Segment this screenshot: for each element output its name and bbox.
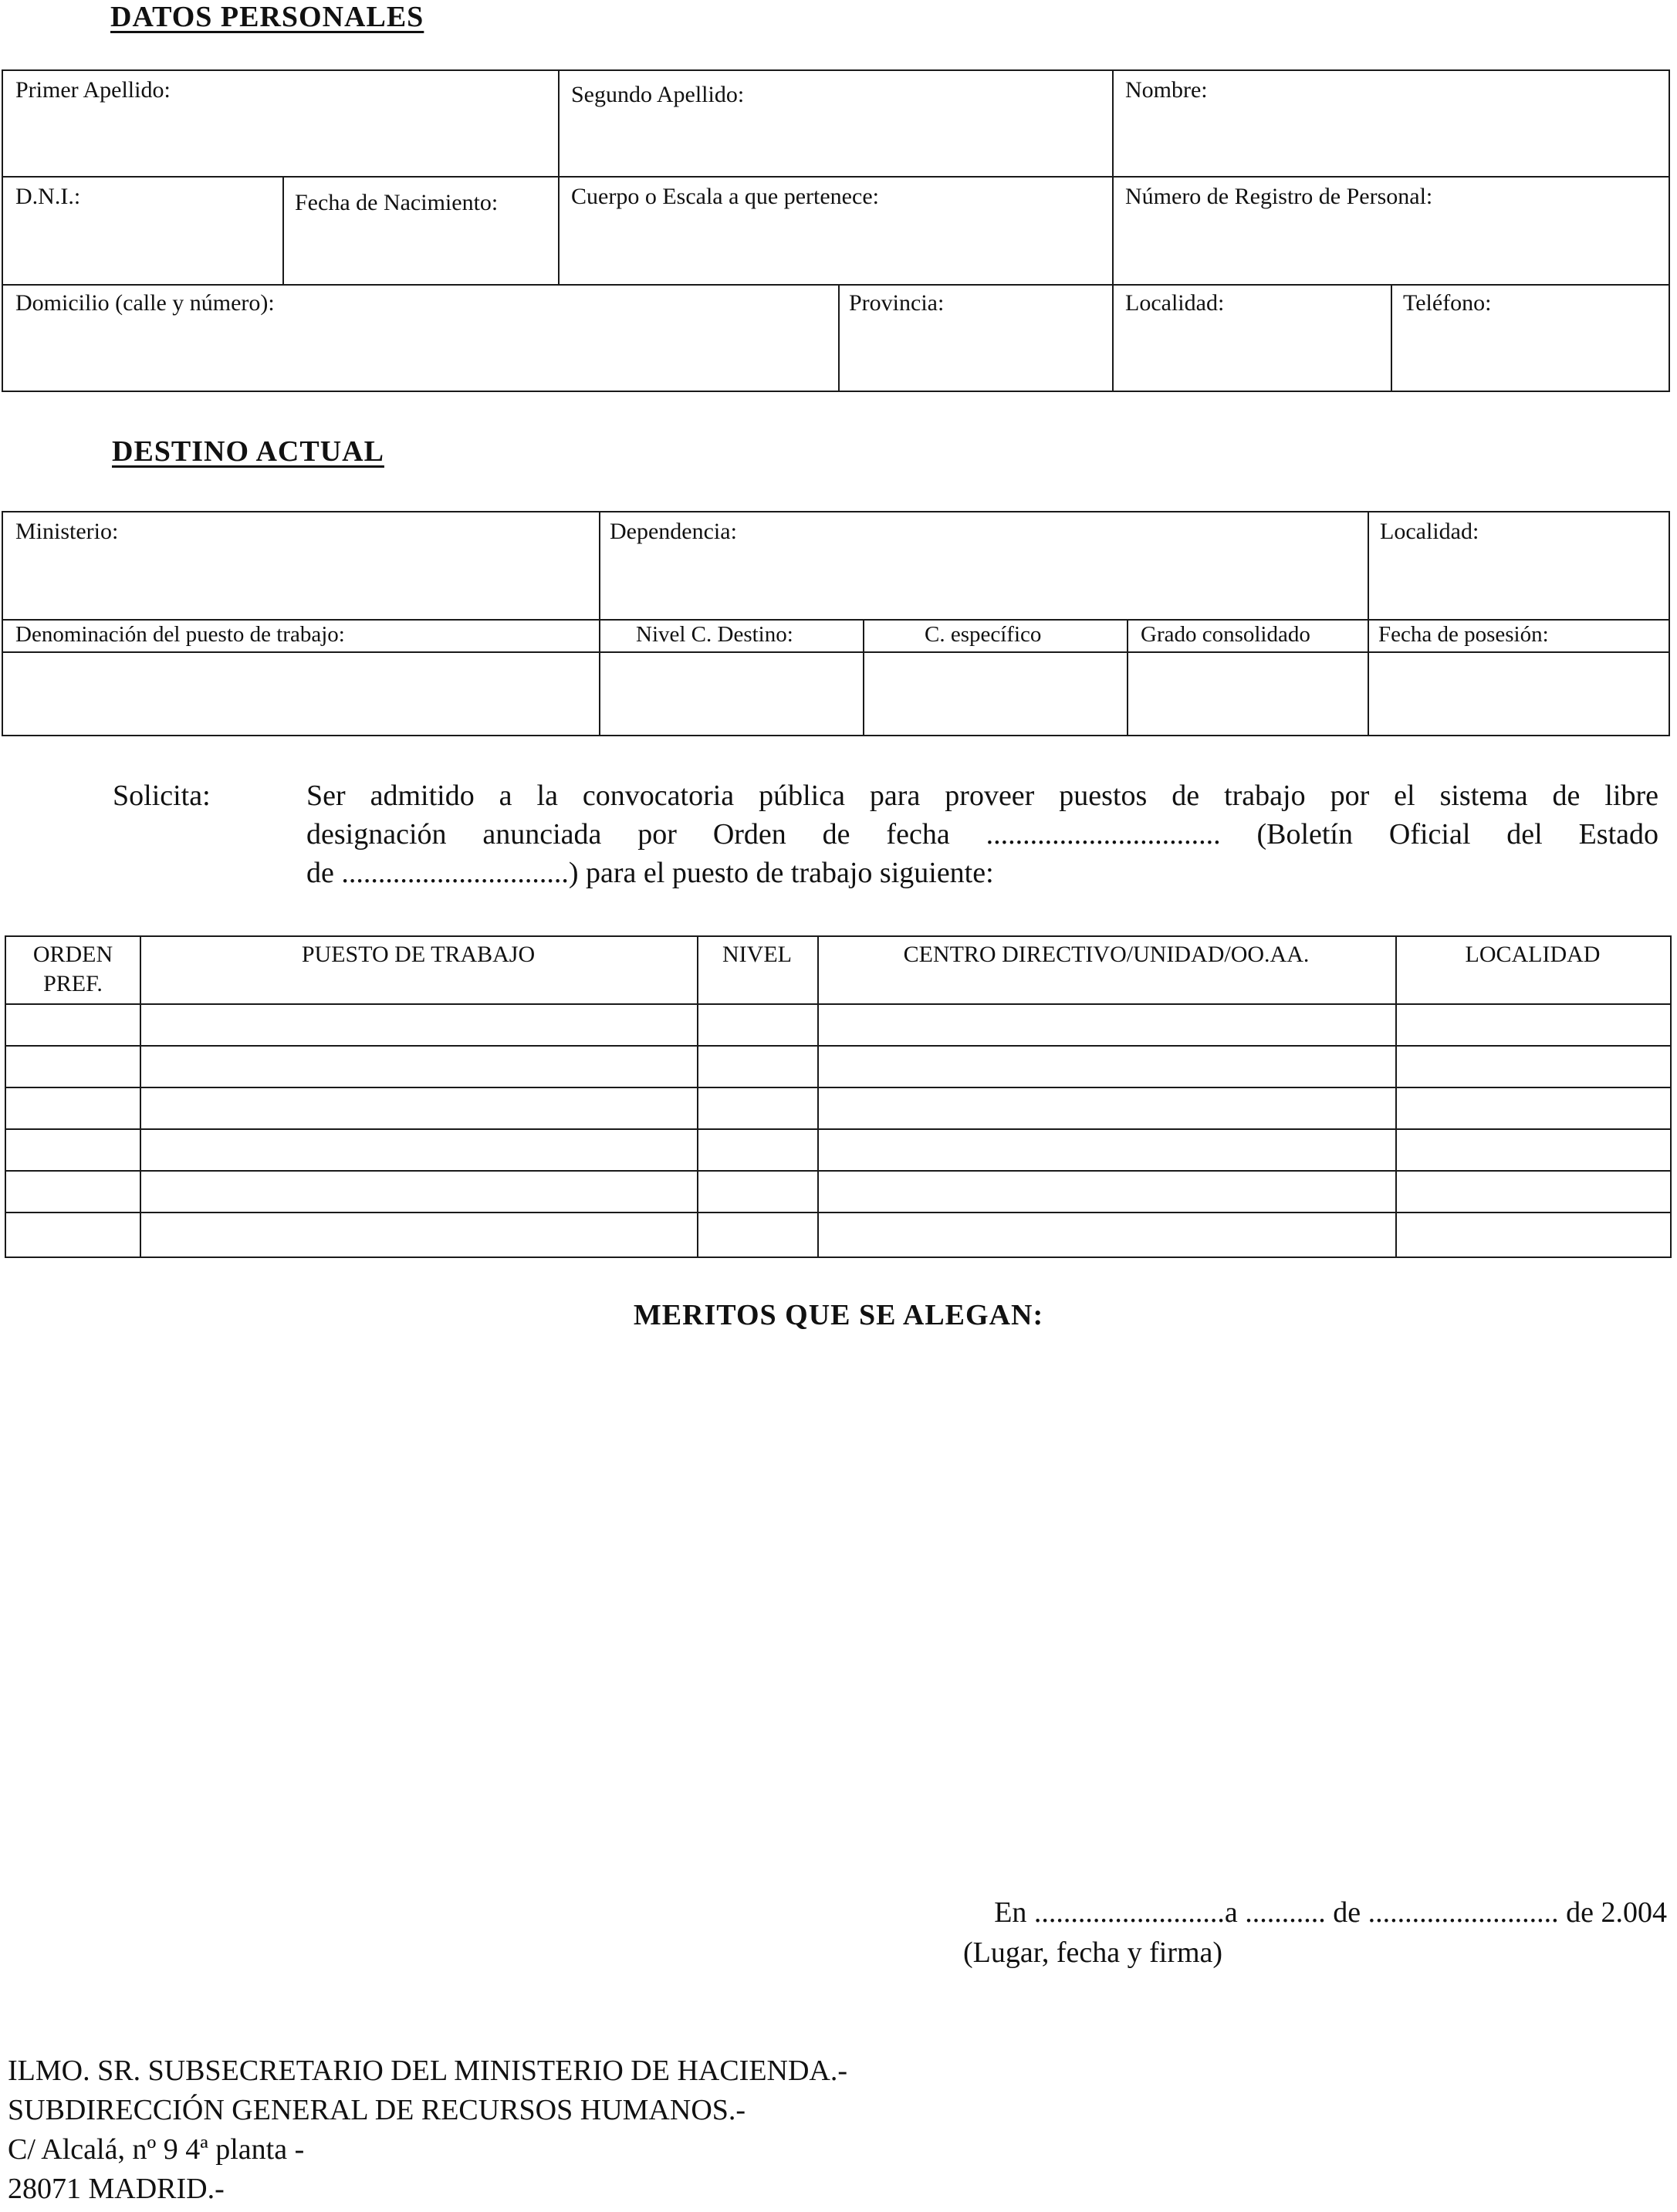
solicita-label: Solicita: — [113, 780, 211, 812]
solicita-line-2: designación anunciada por Orden de fecha ................................ (Boletín Oficial del Estado — [306, 818, 1658, 851]
col-divider — [1112, 284, 1114, 392]
row-divider — [3, 284, 1669, 286]
col-divider — [599, 512, 600, 735]
dni-field[interactable]: D.N.I.: — [15, 184, 81, 209]
row-divider — [3, 651, 1669, 653]
denominacion-puesto-field[interactable]: Denominación del puesto de trabajo: — [15, 622, 345, 647]
col-divider — [1391, 284, 1392, 392]
cuerpo-escala-field[interactable]: Cuerpo o Escala a que pertenece: — [571, 184, 879, 209]
datos-personales-heading: DATOS PERSONALES — [110, 1, 424, 33]
c-especifico-field[interactable]: C. específico — [925, 622, 1042, 647]
puestos-table — [5, 935, 1672, 1258]
orden-pref-header — [6, 940, 140, 999]
col-divider — [1112, 71, 1114, 284]
puesto-trabajo-header: PUESTO DE TRABAJO — [301, 942, 536, 967]
col-divider — [1395, 937, 1397, 1257]
localidad-field[interactable]: Localidad: — [1125, 290, 1225, 316]
localidad-destino-field[interactable]: Localidad: — [1380, 519, 1479, 544]
meritos-heading: MERITOS QUE SE ALEGAN: — [633, 1299, 1044, 1331]
header-divider — [6, 1003, 1670, 1005]
telefono-field[interactable]: Teléfono: — [1403, 290, 1492, 316]
grado-consolidado-field[interactable]: Grado consolidado — [1141, 622, 1310, 647]
address-line-1: ILMO. SR. SUBSECRETARIO DEL MINISTERIO DE HACIENDA.- — [8, 2055, 848, 2087]
fecha-posesion-field[interactable]: Fecha de posesión: — [1378, 622, 1549, 647]
address-line-3: C/ Alcalá, nº 9 4ª planta - — [8, 2133, 305, 2166]
destino-actual-table — [2, 511, 1670, 736]
segundo-apellido-field[interactable]: Segundo Apellido: — [571, 82, 745, 107]
orden-header-line-1: ORDEN — [32, 942, 113, 967]
provincia-field[interactable]: Provincia: — [849, 290, 945, 316]
ministerio-field[interactable]: Ministerio: — [15, 519, 119, 544]
numero-registro-field[interactable]: Número de Registro de Personal: — [1125, 184, 1433, 209]
table-row[interactable] — [6, 1170, 1670, 1172]
datos-personales-table — [2, 69, 1670, 392]
destino-actual-heading: DESTINO ACTUAL — [112, 435, 384, 468]
centro-directivo-header: CENTRO DIRECTIVO/UNIDAD/OO.AA. — [903, 942, 1310, 967]
col-divider — [282, 176, 284, 284]
table-row[interactable] — [6, 1087, 1670, 1088]
orden-header-line-2: PREF. — [43, 971, 103, 996]
nivel-header: NIVEL — [722, 942, 792, 967]
col-divider — [1127, 619, 1128, 735]
col-divider — [697, 937, 698, 1257]
col-divider — [558, 176, 560, 284]
fecha-nacimiento-field[interactable]: Fecha de Nacimiento: — [295, 190, 499, 215]
table-row[interactable] — [6, 1045, 1670, 1047]
col-divider — [140, 937, 141, 1257]
domicilio-field[interactable]: Domicilio (calle y número): — [15, 290, 275, 316]
table-row[interactable] — [6, 1212, 1670, 1213]
solicita-line-3: de ...............................) para el puesto de trabajo siguiente: — [306, 857, 994, 889]
row-divider — [3, 619, 1669, 621]
address-line-4: 28071 MADRID.- — [8, 2173, 225, 2205]
table-row[interactable] — [6, 1128, 1670, 1130]
signature-caption: (Lugar, fecha y firma) — [963, 1936, 1223, 1969]
nivel-destino-field[interactable]: Nivel C. Destino: — [636, 622, 793, 647]
localidad-header: LOCALIDAD — [1465, 942, 1601, 967]
col-divider — [1368, 512, 1369, 735]
row-divider — [3, 176, 1669, 178]
solicita-line-1: Ser admitido a la convocatoria pública para proveer puestos de trabajo por el sistema de libre — [306, 780, 1658, 812]
col-divider — [817, 937, 819, 1257]
nombre-field[interactable]: Nombre: — [1125, 77, 1208, 103]
col-divider — [558, 71, 560, 176]
dependencia-field[interactable]: Dependencia: — [610, 519, 737, 544]
address-line-2: SUBDIRECCIÓN GENERAL DE RECURSOS HUMANOS.- — [8, 2094, 746, 2126]
col-divider — [838, 284, 840, 392]
col-divider — [863, 619, 864, 735]
signature-line: En ..........................a ........... de .......................... de 2.004 — [994, 1896, 1667, 1929]
primer-apellido-field[interactable]: Primer Apellido: — [15, 77, 171, 103]
